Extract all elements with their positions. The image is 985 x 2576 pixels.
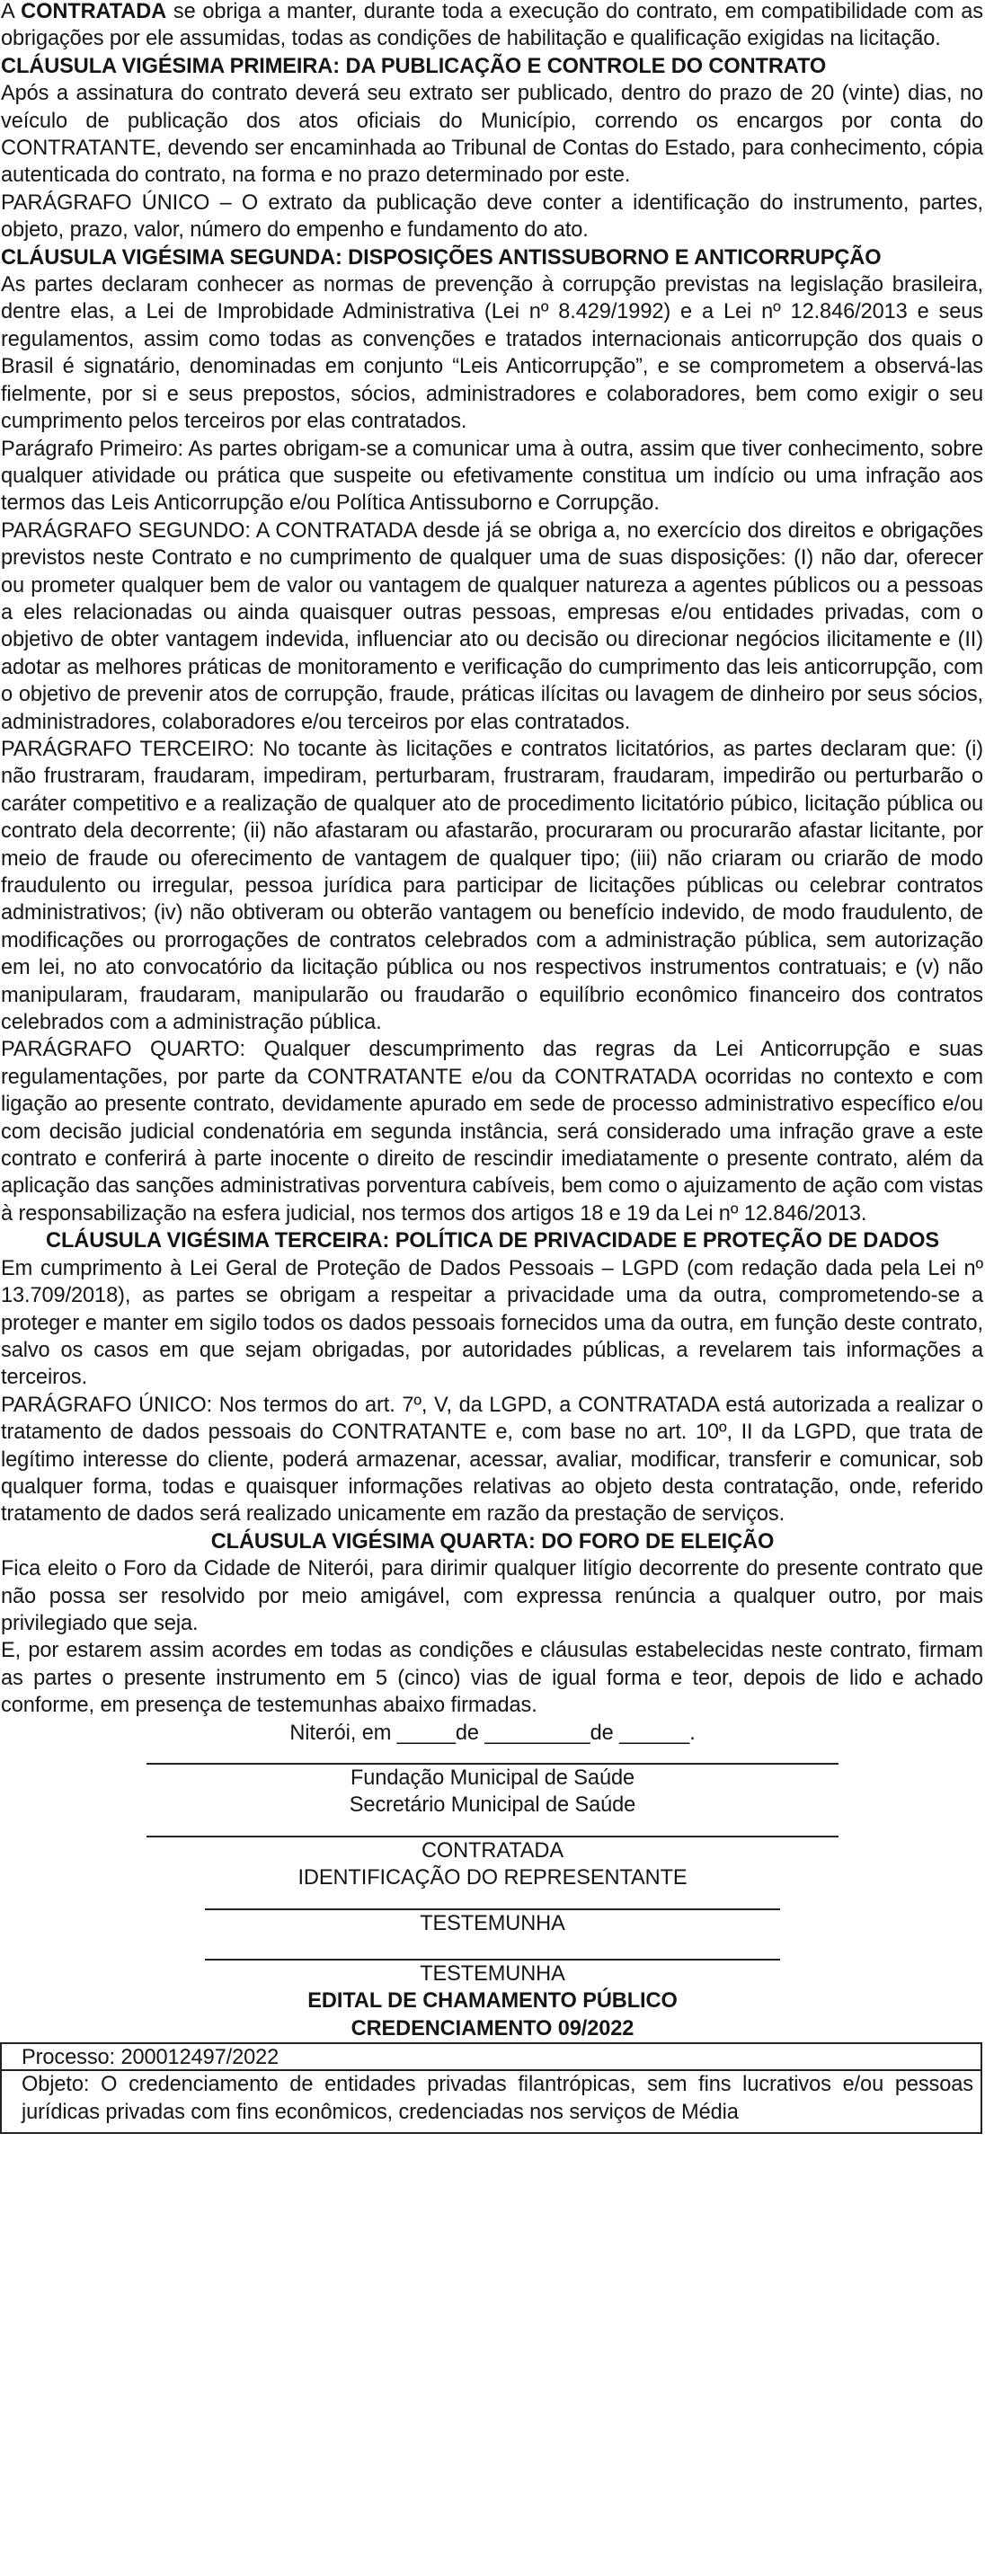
clause-23-heading: CLÁUSULA VIGÉSIMA TERCEIRA: POLÍTICA DE PRIVACIDADE E PROTEÇÃO DE DADOS: [46, 1229, 939, 1253]
processo-box: [0, 2042, 982, 2071]
objeto-box: [0, 2071, 982, 2134]
intro-bold-lead: CONTRATADA: [21, 0, 167, 23]
clause-23-paragraph-unico: PARÁGRAFO ÚNICO: Nos termos do art. 7º, V, da LGPD, a CONTRATADA está autorizada a realizar o tratamento de dados pessoais do CONTRATANTE e, com base no art. 10º, II da LGPD, que trata de legítimo interesse do cliente, poderá armazenar, acessar, avaliar, modificar, transferir e comunicar, sob qualquer forma, todas e quaisquer informações relativas ao objeto desta contratação, onde, referido tratamento de dados será realizado unicamente em razão da prestação de serviços.: [1, 1393, 983, 1527]
processo-text: Processo: 200012497/2022: [22, 2046, 280, 2070]
clause-21-heading: CLÁUSULA VIGÉSIMA PRIMEIRA: DA PUBLICAÇÃO E CONTROLE DO CONTRATO: [1, 54, 827, 78]
closing-paragraph: E, por estarem assim acordes em todas as condições e cláusulas estabelecidas neste contrato, firmam as partes o presente instrumento em 5 (cinco) vias de igual forma e teor, depois de lido e achado conforme, em presença de testemunhas abaixo firmadas.: [1, 1639, 983, 1718]
clause-23-paragraph-1: Em cumprimento à Lei Geral de Proteção de Dados Pessoais – LGPD (com redação dada pela Lei nº 13.709/2018), as partes se obrigam a respeitar a privacidade uma da outra, comprometendo-se a proteger e manter em sigilo todos os dados pessoais fornecidos uma da outra, em função deste contrato, salvo os casos em que sejam obrigadas, por autoridades públicas, a revelarem tais informações a terceiros.: [1, 1256, 983, 1390]
edital-title: EDITAL DE CHAMAMENTO PÚBLICO: [307, 1989, 678, 2014]
signature-1-name: Fundação Municipal de Saúde: [350, 1766, 635, 1790]
signature-2-name: CONTRATADA: [421, 1838, 564, 1863]
intro-paragraph: [0, 0, 985, 53]
clause-22-paragraph-quarto: PARÁGRAFO QUARTO: Qualquer descumprimento das regras da Lei Anticorrupção e suas regulamentações, por parte da CONTRATANTE e/ou da CONTRATADA ocorridas no contexto e com ligação ao presente contrato, devidamente apurado em sede de processo administrativo específico e/ou com decisão judicial condenatória em segunda instância, será considerado uma infração grave a este contrato e conferirá à parte inocente o direito de rescindir imediatamente o presente contrato, além da aplicação das sanções administrativas porventura cabíveis, bem como o ajuizamento de ação com vistas à responsabilização na esfera judicial, nos termos dos artigos 18 e 19 da Lei nº 12.846/2013.: [1, 1038, 983, 1226]
objeto-text: Objeto: O credenciamento de entidades privadas filantrópicas, sem fins lucrativos e/ou pessoas jurídicas privadas com fins econômicos, credenciadas nos serviços de Média: [22, 2073, 973, 2124]
clause-22-heading: CLÁUSULA VIGÉSIMA SEGUNDA: DISPOSIÇÕES ANTISSUBORNO E ANTICORRUPÇÃO: [1, 245, 882, 270]
clause-24-paragraph-1: Fica eleito o Foro da Cidade de Niterói, para dirimir qualquer litígio decorrente do presente contrato que não possa ser resolvido por meio amigável, com expressa renúncia a qualquer outro, por mais privilegiado que seja.: [1, 1557, 983, 1635]
intro-text-after: se obriga a manter, durante toda a execução do contrato, em compatibilidade com as obrigações por ele assumidas, todas as condições de habilitação e qualificação exigidas na licitação.: [1, 0, 983, 51]
clause-21-paragraph-unico: PARÁGRAFO ÚNICO – O extrato da publicação deve conter a identificação do instrumento, partes, objeto, prazo, valor, número do empenho e fundamento do ato.: [1, 190, 983, 243]
clause-22-paragraph-primeiro: Parágrafo Primeiro: As partes obrigam-se a comunicar uma à outra, assim que tiver conhecimento, sobre qualquer atividade ou prática que suspeite ou efetivamente constitua um indício ou uma infração aos termos das Leis Anticorrupção e/ou Política Antissuborno e Corrupção.: [1, 437, 983, 516]
clause-22-paragraph-1: As partes declaram conhecer as normas de prevenção à corrupção previstas na legislação brasileira, dentre elas, a Lei de Improbidade Administrativa (Lei nº 8.429/1992) e a Lei nº 12.846/2013 e seus regulamentos, assim como todas as convenções e tratados internacionais anticorrupção dos quais o Brasil é signatário, denominadas em conjunto “Leis Anticorrupção”, e se comprometem a observá-las fielmente, por si e seus prepostos, sócios, administradores e colaboradores, bem como exigir o seu cumprimento pelos terceiros por elas contratados.: [1, 273, 983, 434]
clause-21-paragraph-1: Após a assinatura do contrato deverá seu extrato ser publicado, dentro do prazo de 20 (vinte) dias, no veículo de publicação dos atos oficiais do Município, correndo os encargos por conta do CONTRATANTE, devendo ser encaminhada ao Tribunal de Contas do Estado, para conhecimento, cópia autenticada do contrato, na forma e no prazo determinado por este.: [1, 82, 983, 188]
intro-text-before: A: [1, 0, 22, 23]
clause-22-paragraph-terceiro: PARÁGRAFO TERCEIRO: No tocante às licitações e contratos licitatórios, as partes declaram que: (i) não frustraram, fraudaram, impediram, perturbaram, frustraram, fraudaram, impedirão ou perturbarão o caráter competitivo e a realização de qualquer ato de procedimento licitatório púbico, licitação pública ou contrato dela decorrente; (ii) não afastaram ou afastarão, procuraram ou procurarão afastar licitante, por meio de fraude ou oferecimento de vantagem de qualquer tipo; (iii) não criaram ou criarão de modo fraudulento ou irregular, pessoa jurídica para participar de licitações públicas ou celebrar contratos administrativos; (iv) não obtiveram ou obterão vantagem ou benefício indevido, de modo fraudulento, de modificações ou prorrogações de contratos celebrados com a administração pública, sem autorização em lei, no ato convocatório da licitação pública ou nos respectivos instrumentos contratuais; e (v) não manipularam, fraudaram, manipularão ou fraudarão o equilíbrio econômico financeiro dos contratos celebrados com a administração pública.: [1, 737, 983, 1035]
edital-subtitle: CREDENCIAMENTO 09/2022: [351, 2016, 634, 2040]
place-date: Niterói, em _____de _________de ______.: [289, 1721, 696, 1745]
signature-1-title: Secretário Municipal de Saúde: [349, 1793, 636, 1818]
witness-2-label: TESTEMUNHA: [420, 1962, 565, 1987]
clause-24-heading: CLÁUSULA VIGÉSIMA QUARTA: DO FORO DE ELEIÇÃO: [210, 1529, 775, 1554]
witness-1-label: TESTEMUNHA: [420, 1911, 565, 1935]
clause-22-paragraph-segundo: PARÁGRAFO SEGUNDO: A CONTRATADA desde já se obriga a, no exercício dos direitos e obrigações previstos neste Contrato e no cumprimento de qualquer uma de suas disposições: (I) não dar, oferecer ou prometer qualquer bem de valor ou vantagem de qualquer natureza a agentes públicos ou a pessoas a eles relacionadas ou ainda quaisquer outras pessoas, empresas e/ou entidades privadas, com o objetivo de obter vantagem indevida, influenciar ato ou decisão ou direcionar negócios ilicitamente e (II) adotar as melhores práticas de monitoramento e verificação do cumprimento das leis anticorrupção, com o objetivo de prevenir atos de corrupção, fraude, práticas ilícitas ou lavagem de dinheiro por seus sócios, administradores, colaboradores e/ou terceiros por elas contratados.: [1, 518, 983, 734]
signature-2-title: IDENTIFICAÇÃO DO REPRESENTANTE: [297, 1866, 688, 1890]
